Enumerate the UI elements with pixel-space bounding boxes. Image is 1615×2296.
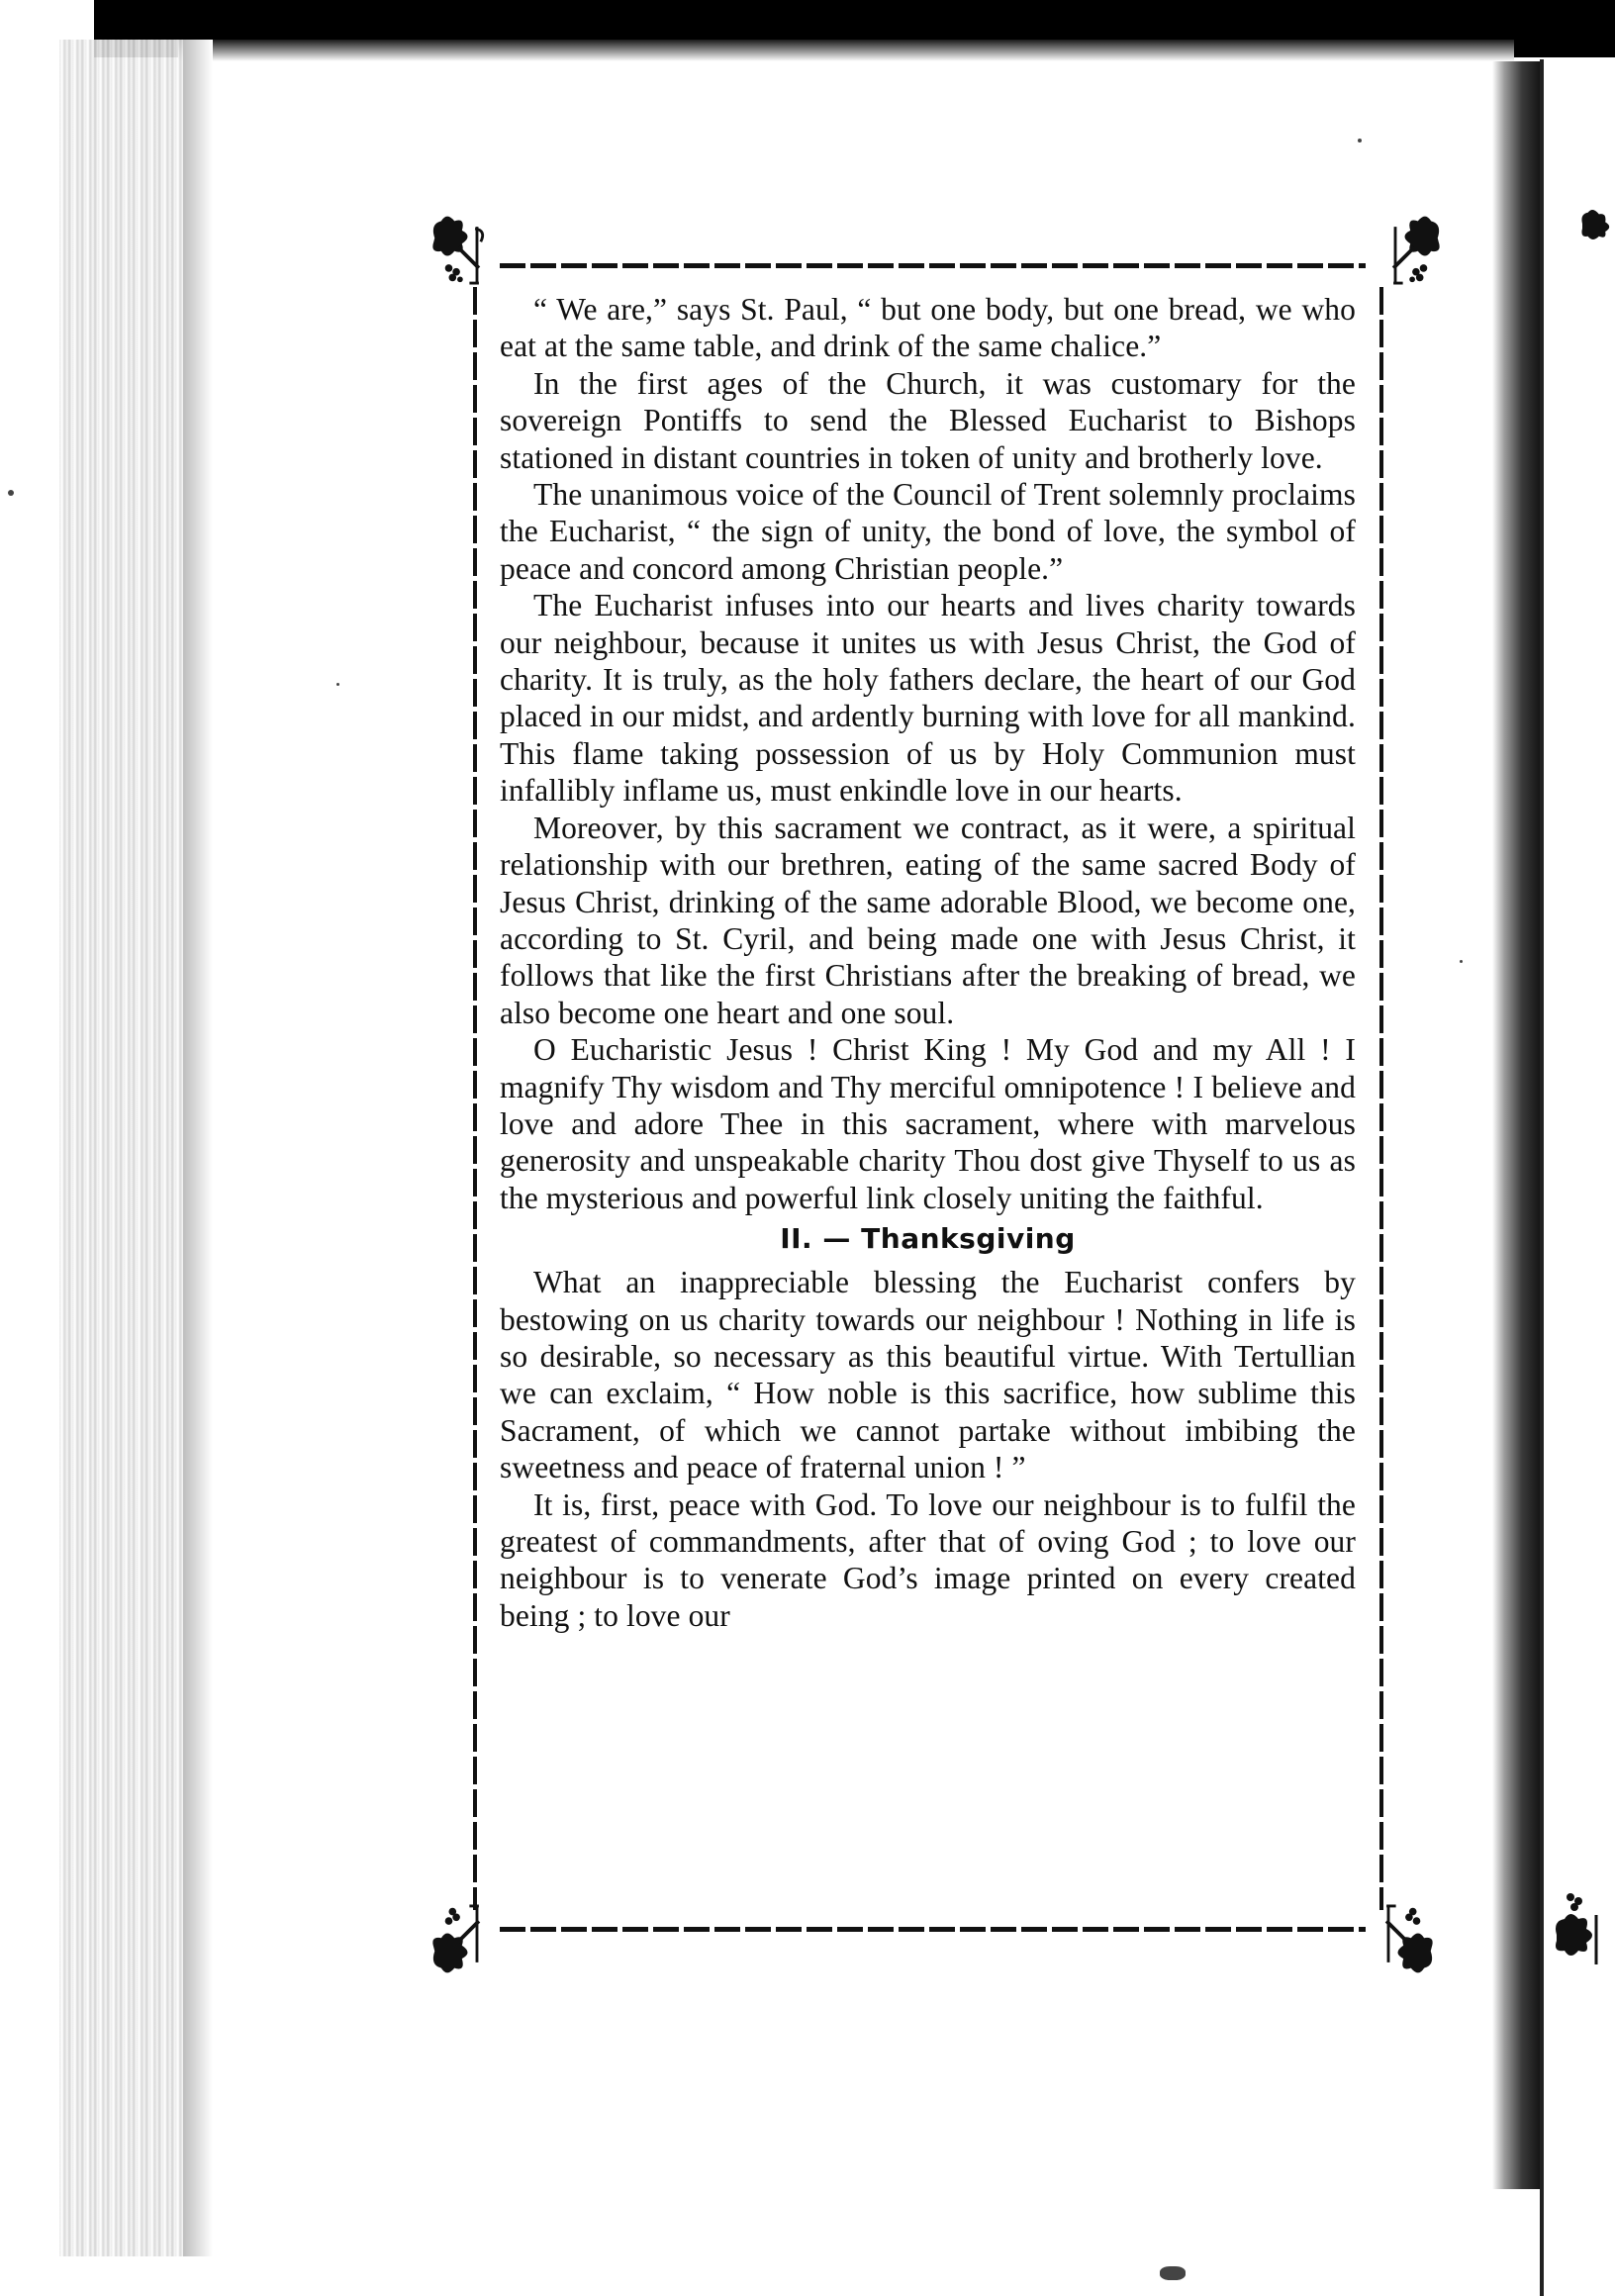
scan-speck [8,490,14,496]
border-right [1379,287,1383,1910]
scan-top-shadow [178,40,1514,61]
scan-speck [1460,960,1463,963]
page-stack-shadow [183,40,213,2256]
paragraph: The unanimous voice of the Council of Trent solemnly proclaims the Eucharist, “ the sign of unity, the bond of love, the symbol of peace and concord among Christian people.” [500,477,1356,586]
section-heading: II. — Thanksgiving [780,1222,1076,1256]
paragraph: What an inappreciable blessing the Eucharist confers by bestowing on us charity towards our neighbour ! Nothing in life is so desirable, so necessary as this beautiful virtue. With Tertullian we can exclaim, “ How noble is this sacrifice, how sublime this Sacrament, of which we cannot partake without imbibing the sweetness and peace of fraternal union ! ” [500,1265,1356,1485]
paragraph: “ We are,” says St. Paul, “ but one body, but one bread, we who eat at the same table, and drink of the same chalice.” [500,292,1356,364]
grape-leaf-corner-icon [1358,210,1452,304]
grape-leaf-corner-icon [1351,1885,1445,1979]
scan-speck [1160,2266,1186,2280]
scan-speck [336,683,339,686]
border-bottom [500,1927,1366,1932]
grape-leaf-corner-icon [1549,1885,1615,1974]
paragraph: Moreover, by this sacrament we contract, as it were, a spiritual relationship with our brethren, eating of the same sacred Body of Jesus Christ, drinking of the same adorable Blood, we become one, according to St. Cyril, and being made one with Jesus Christ, it follows that like the first Christians after the breaking of bread, we also become one heart and one soul. [500,810,1356,1030]
paragraph: In the first ages of the Church, it was customary for the sovereign Pontiffs to send the Blessed Eucharist to Bishops stationed in distant countries in token of unity and brotherly love. [500,365,1356,475]
next-page-edge [1540,59,1544,2296]
border-left [473,287,477,1910]
grape-leaf-corner-icon [421,210,515,304]
paragraph: The Eucharist infuses into our hearts and lives charity towards our neighbour, because it unites us with Jesus Christ, the God of charity. It is truly, as the holy fathers declare, the heart of our God placed in our midst, and ardently burning with love for all mankind. This flame taking possession of us by Holy Communion must infallibly inflame us, must enkindle love in our hearts. [500,588,1356,809]
page-text [500,291,1356,1634]
grape-leaf-corner-icon [1578,208,1615,287]
border-top [500,263,1366,268]
grape-leaf-corner-icon [421,1885,515,1979]
scan-speck [1358,139,1362,143]
paragraph: O Eucharistic Jesus ! Christ King ! My God and my All ! I magnify Thy wisdom and Thy merciful omnipotence ! I believe and love and adore Thee in this sacrament, where with marvelous generosity and unspeakable charity Thou dost give Thyself to us as the mysterious and powerful link closely uniting the faithful. [500,1032,1356,1215]
paragraph: It is, first, peace with God. To love our neighbour is to fulfil the greatest of commandments, after that of oving God ; to love our neighbour is to venerate God’s image printed on every created being ; to love our [500,1486,1356,1633]
book-gutter [1492,61,1542,2189]
